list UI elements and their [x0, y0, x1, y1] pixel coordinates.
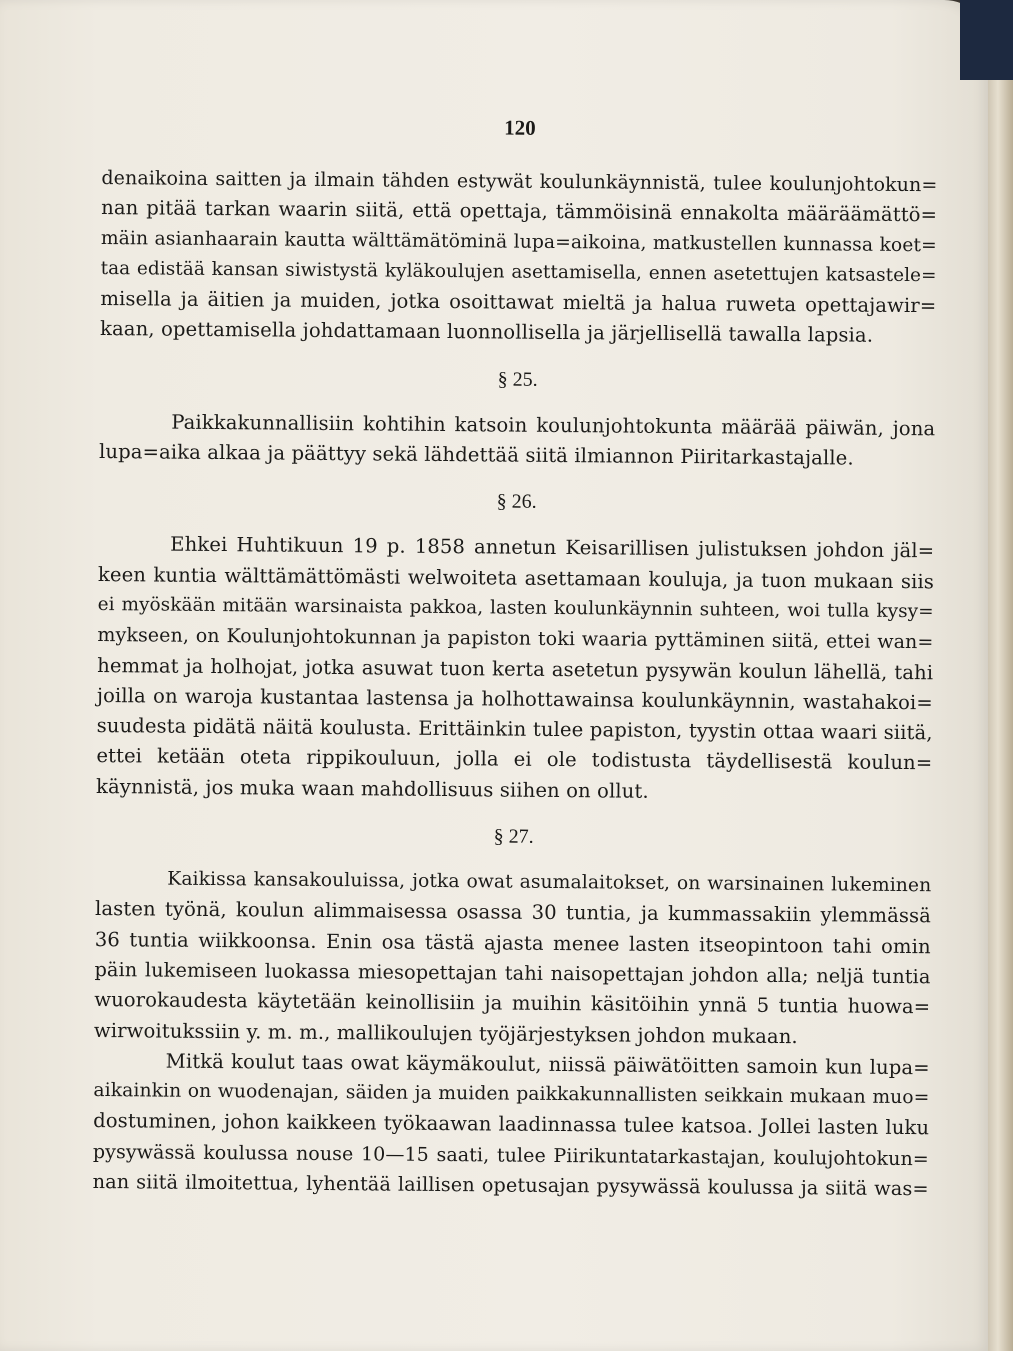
- section-27-paragraph: [93, 864, 932, 1205]
- text-line: denaikoina saitten ja ilmain tähden estywät koulunkäynnistä, tulee koulunjohtokun=: [101, 166, 938, 197]
- text-line: dostuminen, johon kaikkeen työkaawan laadinnassa tulee katsoa. Jollei lasten luku: [93, 1109, 930, 1140]
- text-line: päin lukemiseen luokassa miesopettajan tahi naisopettajan johdon alla; neljä tuntia: [94, 957, 931, 989]
- text-line: nan siitä ilmoitettua, lyhentää laillisen opetusajan pysywässä koulussa ja siitä was=: [92, 1169, 929, 1201]
- text-line: Ehkei Huhtikuun 19 p. 1858 annetun Keisarillisen julistuksen johdon jäl=: [170, 532, 935, 563]
- text-line: joilla on waroja kustantaa lastensa ja holhottawainsa koulunkäynnin, wastahakoi=: [96, 683, 933, 715]
- section-heading: § 27.: [493, 825, 534, 848]
- text-line: nan pitää tarkan waarin siitä, että opettaja, tämmöisinä ennakolta määräämättö=: [101, 196, 938, 227]
- page-text: [93, 112, 938, 1205]
- text-line: kaan, opettamisella johdattamaan luonnollisella ja järjellisellä tawalla lapsia.: [100, 317, 874, 348]
- text-line: lupa=aika alkaa ja päättyy sekä lähdettää siitä ilmiannon Piiritarkastajalle.: [98, 440, 854, 470]
- text-line: Paikkakunnallisiin kohtihin katsoin koulunjohtokunta määrää päiwän, jona: [171, 410, 936, 441]
- text-line: 36 tuntia wiikkoonsa. Enin osa tästä ajasta menee lasten itseopintoon tahi omin: [94, 927, 931, 958]
- text-line: pysywässä koulussa nouse 10—15 saati, tulee Piirikuntatarkastajan, koulujohtokun=: [92, 1140, 929, 1170]
- text-line: taa edistää kansan siwistystä kyläkoulujen asettamisella, ennen asetettujen katsastele=: [100, 257, 937, 287]
- text-line: käynnistä, jos muka waan mahdollisuus siihen on ollut.: [96, 774, 649, 803]
- page-number: 120: [504, 115, 536, 140]
- text-line: keen kuntia wälttämättömästi welwoiteta asettamaan kouluja, ja tuon mukaan siis: [97, 562, 935, 593]
- section-heading: § 25.: [497, 368, 538, 391]
- text-line: ettei ketään oteta rippikouluun, jolla ei ole todistusta täydellisestä koulun=: [96, 744, 933, 775]
- book-page-edges: [988, 60, 1013, 1351]
- text-line: suudesta pidätä näitä koulusta. Erittäinkin tulee papiston, tyystin ottaa waari siitä,: [96, 714, 933, 745]
- text-line: aikainkin on wuodenajan, säiden ja muiden paikkakunnallisten seikkain mukaan muo=: [93, 1080, 930, 1109]
- text-line: wirwoitukssiin y. m. m., mallikoulujen työjärjestyksen johdon mukaan.: [93, 1018, 798, 1048]
- text-line: lasten työnä, koulun alimmaisessa osassa 30 tuntia, ja kummassakiin ylemmässä: [94, 897, 932, 928]
- section-heading: § 26.: [496, 490, 537, 514]
- text-line: misella ja äitien ja muiden, jotka osoittawat mieltä ja halua ruweta opettajawir=: [100, 287, 937, 318]
- intro-paragraph: [100, 163, 938, 352]
- text-line: Kaikissa kansakouluissa, jotka owat asumalaitokset, on warsinainen lukeminen: [167, 868, 932, 897]
- text-line: mykseen, on Koulunjohtokunnan ja papiston toki waaria pyttäminen siitä, ettei wan=: [97, 624, 934, 654]
- section-25-paragraph: [99, 407, 935, 475]
- text-line: mäin asianhaarain kautta wälttämätöminä lupa=aikoina, matkustellen kunnassa koet=: [100, 227, 937, 256]
- text-line: wuorokaudesta käytetään keinollisiin ja muihin käsitöihin ynnä 5 tuntia huowa=: [94, 988, 931, 1019]
- book-cover-corner: [960, 0, 1013, 80]
- text-line: ei myöskään mitään warsinaista pakkoa, lasten koulunkäynnin suhteen, woi tulla kysy=: [97, 593, 934, 623]
- text-line: hemmat ja holhojat, jotka asuwat tuon kerta asetetun pysywän koulun lähellä, tahi: [97, 653, 934, 684]
- text-line: Mitkä koulut taas owat käymäkoulut, niissä päiwätöitten samoin kun lupa=: [165, 1049, 930, 1080]
- section-26-paragraph: [96, 529, 934, 809]
